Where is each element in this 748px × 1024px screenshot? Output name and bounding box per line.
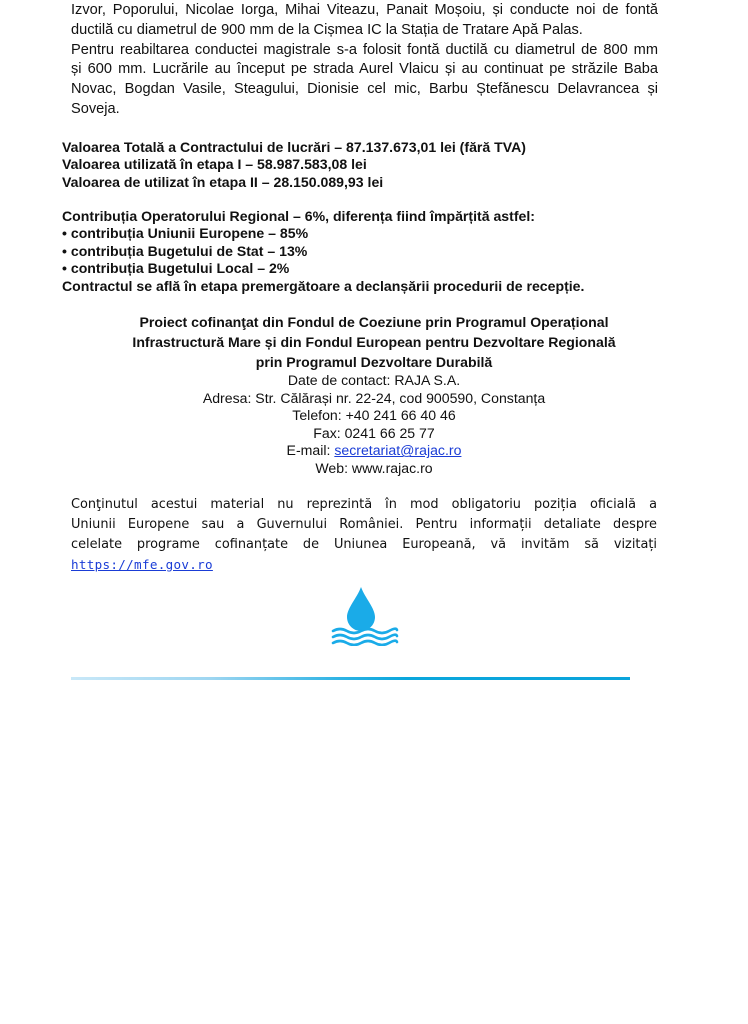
wave-line [333,641,397,645]
contact-web: Web: www.rajac.ro [315,459,433,476]
eu-disclaimer [71,495,657,576]
total-contract-value: Valoarea Totală a Contractului de lucrări – 87.137.673,01 lei (fără TVA) [62,139,526,155]
disclaimer-line: Uniunii Europene sau a Guvernului României. Pentru informații detaliate despre [71,517,657,532]
water-drop-shape [347,587,375,631]
contributions-heading: Contribuția Operatorului Regional – 6%, diferența fiind împărțită astfel: [62,208,535,224]
contact-heading: Date de contact: RAJA S.A. [287,372,461,388]
stage1-value: Valoarea utilizată în etapa I – 58.987.583,08 lei [62,156,367,173]
contact-fax: Fax: 0241 66 25 77 [313,424,435,441]
wave-line [333,629,397,633]
intro-line: Izvor, Poporului, Nicolae Iorga, Mihai Viteazu, Panait Moșoiu, și conducte noi de fontă [71,2,658,18]
contact-block [80,372,668,478]
intro-line: Novac, Bogdan Vasile, Steagului, Dionisie cel mic, Barbu Ștefănescu Delavrancea și [71,81,658,98]
email-label: E-mail: [286,442,335,459]
contract-status: Contractul se află în etapa premergătoare a declanșării procedurii de recepție. [62,277,585,294]
contact-address: Adresa: Str. Călărași nr. 22-24, cod 900590, Constanța [202,389,546,406]
intro-paragraph [71,1,658,120]
email-link[interactable]: secretariat@rajac.ro [334,442,462,459]
contact-email-row [80,442,668,460]
cofinancing-line: Infrastructură Mare și din Fondul European pentru Dezvoltare Regională [132,334,616,350]
contribution-item-eu: • contribuția Uniunii Europene – 85% [62,225,309,242]
contract-values [62,139,526,191]
water-drop-waves-icon [331,586,399,646]
footer-divider [71,677,630,680]
intro-line: și 600 mm. Lucrările au început pe strada Aurel Vlaicu și au continuat pe străzile Baba [71,61,658,78]
cofinancing-line: prin Programul Dezvoltare Durabilă [255,354,493,370]
contribution-item-state: • contribuția Bugetului de Stat – 13% [62,242,308,259]
intro-line: Pentru reabiltarea conductei magistrale s-a folosit fontă ductilă cu diametrul de 800 mm [71,41,658,58]
wave-line [333,635,397,639]
intro-line: Soveja. [71,100,120,117]
disclaimer-line: celelate programe cofinanțate de Uniunea Europeană, vă invităm să vizitați [71,537,657,552]
mfe-link[interactable]: https://mfe.gov.ro [71,557,213,572]
cofinancing-line: Proiect cofinanţat din Fondul de Coeziune prin Programul Operațional [139,314,609,330]
stage2-value: Valoarea de utilizat în etapa II – 28.150.089,93 lei [62,173,384,190]
contribution-item-local: • contribuția Bugetului Local – 2% [62,260,290,277]
intro-line: ductilă cu diametrul de 900 mm de la Cișmea IC la Stația de Tratare Apă Palas. [71,21,583,38]
contributions-section [62,208,584,295]
disclaimer-line: Conţinutul acestui material nu reprezintă în mod obligatoriu poziția oficială a [71,497,657,512]
contact-phone: Telefon: +40 241 66 40 46 [292,407,456,424]
cofinancing-statement [80,312,668,372]
